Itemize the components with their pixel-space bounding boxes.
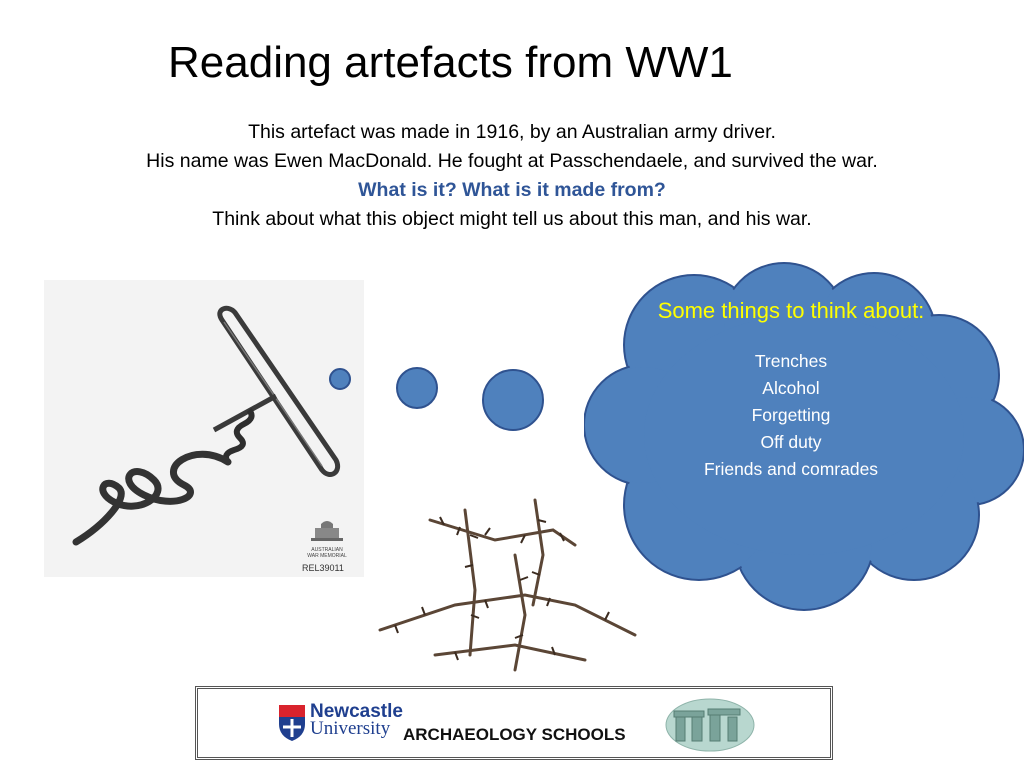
list-item: Forgetting xyxy=(751,405,831,425)
university-name-2: University xyxy=(310,718,391,739)
list-item: Off duty xyxy=(760,432,822,452)
thought-dot-large xyxy=(482,369,544,431)
cloud-text xyxy=(650,296,932,483)
cloud-heading: Some things to think about: xyxy=(657,298,925,323)
intro-question: What is it? What is it made from? xyxy=(358,179,666,201)
stonehenge-icon xyxy=(664,697,756,753)
awm-text-1: AUSTRALIAN xyxy=(311,547,343,553)
awm-logo xyxy=(298,520,356,559)
program-name: ARCHAEOLOGY SCHOOLS xyxy=(403,725,626,744)
footer-banner xyxy=(195,686,833,760)
thought-dot-medium xyxy=(396,367,438,409)
artefact-code: REL39011 xyxy=(302,563,344,573)
memorial-icon xyxy=(307,520,347,542)
university-shield-icon xyxy=(278,704,306,742)
intro-line-4: Think about what this object might tell us about this man, and his war. xyxy=(212,208,812,230)
cloud-list xyxy=(650,348,932,483)
list-item: Trenches xyxy=(754,351,828,371)
list-item: Alcohol xyxy=(762,378,820,398)
university-name-1: Newcastle xyxy=(310,701,403,722)
intro-line-2: His name was Ewen MacDonald. He fought at Passchendaele, and survived the war. xyxy=(146,150,878,172)
thought-dot-small xyxy=(329,368,351,390)
list-item: Friends and comrades xyxy=(703,459,879,479)
awm-text-2: WAR MEMORIAL xyxy=(307,553,347,559)
intro-line-1: This artefact was made in 1916, by an Australian army driver. xyxy=(248,121,776,143)
university-logo xyxy=(310,703,403,737)
intro-text xyxy=(0,118,1024,234)
slide-title: Reading artefacts from WW1 xyxy=(168,38,733,87)
